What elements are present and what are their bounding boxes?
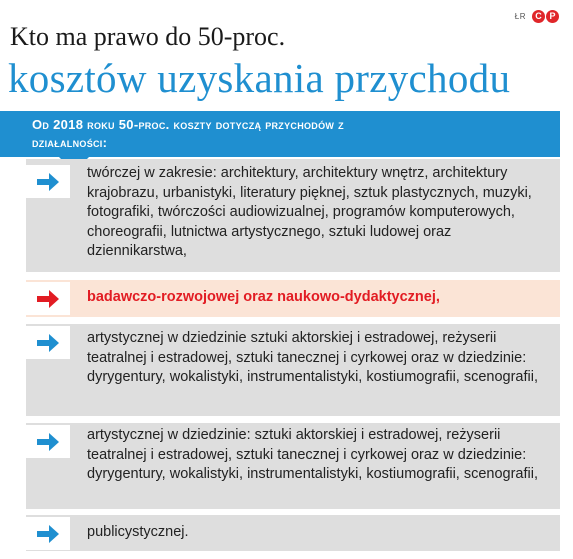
list-item [26, 159, 560, 272]
list-item-highlight [26, 280, 560, 317]
item-text: artystycznej w dziedzinie sztuki aktorskiej i estradowej, reżyserii teatralnej i estradowej, sztuki tanecznej i cyrkowej oraz w dziedzinie: dyrygentury, wokalistyki, instrumentalistyki, kostiumografii, scenografii, [87, 330, 539, 386]
item-arrow-box [26, 517, 70, 550]
item-text: publicystycznej. [87, 524, 189, 540]
list-item [26, 324, 560, 416]
item-arrow-box [26, 165, 70, 198]
item-text: artystycznej w dziedzinie: sztuki aktorskiej i estradowej, reżyserii teatralnej i estradowej, sztuki tanecznej i cyrkowej oraz w dziedzinie: dyrygentury, wokalistyki, instrumentalistyki, kostiumografii, scenografii, [87, 427, 539, 483]
logo-letter-c: C [532, 10, 545, 23]
title-line-2: kosztów uzyskania przychodu [8, 55, 511, 101]
title-line-1: Kto ma prawo do 50-proc. [10, 22, 286, 51]
list-item [26, 515, 560, 551]
header-text: Od 2018 roku 50-proc. koszty dotyczą przychodów z działalności: [32, 117, 344, 150]
publisher-logo-icon [532, 10, 559, 23]
author-initials: ŁR [514, 12, 526, 21]
arrow-right-icon [35, 431, 61, 453]
item-text: twórczej w zakresie: architektury, architektury wnętrz, architektury krajobrazu, urbanistyki, literatury pięknej, sztuk plastycznych, muzyki, fotografiki, twórczości audiowizualnej, programów komputerowych, choreografii, lutnictwa artystycznego, sztuki ludowej oraz dziennikarstwa, [87, 165, 532, 260]
arrow-right-icon [35, 332, 61, 354]
list-item [26, 423, 560, 509]
arrow-right-icon [35, 288, 61, 310]
arrow-right-icon [35, 171, 61, 193]
item-arrow-box [26, 326, 70, 359]
item-arrow-box [26, 425, 70, 458]
item-arrow-box [26, 282, 70, 315]
item-text: badawczo-rozwojowej oraz naukowo-dydaktycznej, [87, 289, 440, 305]
credit [515, 10, 559, 23]
logo-letter-p: P [546, 10, 559, 23]
arrow-right-icon [35, 523, 61, 545]
